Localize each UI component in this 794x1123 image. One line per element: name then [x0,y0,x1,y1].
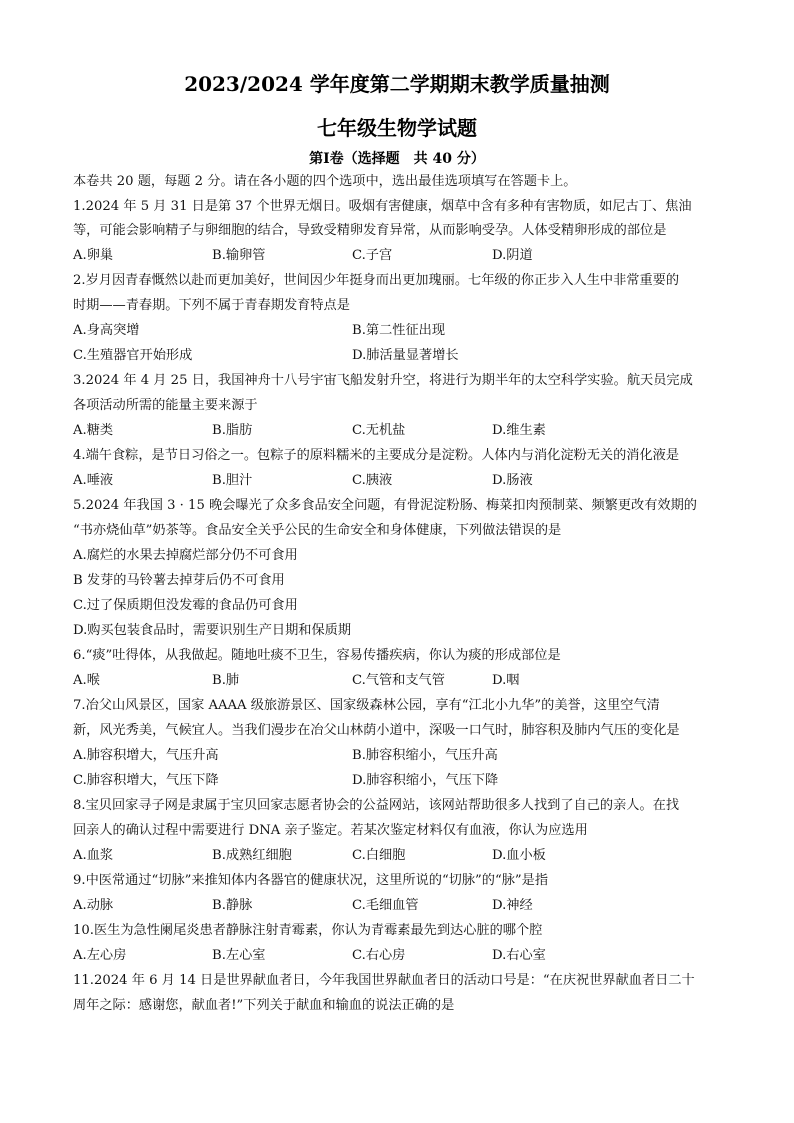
q9-option-b: B.静脉 [212,898,253,913]
q3-option-d: D.维生素 [492,423,546,438]
question-11-line-2: 周年之际：感谢您，献血者!”下列关于献血和输血的说法正确的是 [73,998,455,1013]
question-5-line-1: 5.2024 年我国 3 · 15 晚会曝光了众多食品安全问题，有骨泥淀粉肠、梅菜扣肉预制菜、频繁更改有效期的 [73,498,697,513]
q2-option-b: B.第二性征出现 [352,323,446,338]
q6-option-a: A.喉 [73,673,100,688]
q10-option-a: A.左心房 [73,948,127,963]
question-2-line-2: 时期——青春期。下列不属于青春期发育特点是 [73,298,350,313]
question-9-line-1: 9.中医常通过“切脉”来推知体内各器官的健康状况，这里所说的“切脉”的“脉”是指 [73,873,549,888]
q2-option-a: A.身高突增 [73,323,140,338]
q5-option-d: D.购买包装食品时，需要识别生产日期和保质期 [73,623,352,638]
q9-option-a: A.动脉 [73,898,114,913]
question-10-line-1: 10.医生为急性阑尾炎患者静脉注射青霉素，你认为青霉素最先到达心脏的哪个腔 [73,923,543,938]
q6-option-b: B.肺 [212,673,240,688]
q4-option-c: C.胰液 [352,473,393,488]
q3-option-b: B.脂肪 [212,423,253,438]
q4-option-d: D.肠液 [492,473,533,488]
q6-option-c: C.气管和支气管 [352,673,445,688]
q2-option-c: C.生殖器官开始形成 [73,348,193,363]
question-7-line-2: 新，风光秀美，气候宜人。当我们漫步在冶父山林荫小道中，深吸一口气时，肺容积及肺内气压的变化是 [73,723,680,738]
q5-option-a: A.腐烂的水果去掉腐烂部分仍不可食用 [73,548,298,563]
q8-option-a: A.血浆 [73,848,114,863]
q3-option-c: C.无机盐 [352,423,406,438]
question-1-line-2: 等，可能会影响精子与卵细胞的结合，导致受精卵发育异常，从而影响受孕。人体受精卵形成的部位是 [73,223,667,238]
q8-option-b: B.成熟红细胞 [212,848,292,863]
q8-option-d: D.血小板 [492,848,546,863]
exam-subtitle: 七年级生物学试题 [317,116,477,140]
question-1-line-1: 1.2024 年 5 月 31 日是第 37 个世界无烟日。吸烟有害健康，烟草中含有多种有害物质，如尼古丁、焦油 [73,199,692,214]
q7-option-b: B.肺容积缩小，气压升高 [352,748,498,763]
instructions: 本卷共 20 题，每题 2 分。请在各小题的四个选项中，选出最佳选项填写在答题卡上。 [73,174,577,189]
q2-option-d: D.肺活量显著增长 [352,348,459,363]
question-8-line-1: 8.宝贝回家寻子网是隶属于宝贝回家志愿者协会的公益网站，该网站帮助很多人找到了自己的亲人。在找 [73,798,680,813]
q7-option-a: A.肺容积增大，气压升高 [73,748,219,763]
q1-option-a: A.卵巢 [73,248,114,263]
q3-option-a: A.糖类 [73,423,114,438]
q10-option-d: D.右心室 [492,948,546,963]
q4-option-a: A.唾液 [73,473,114,488]
q5-option-c: C.过了保质期但没发霉的食品仍可食用 [73,598,298,613]
question-4-line-1: 4.端午食粽，是节日习俗之一。包粽子的原料糯米的主要成分是淀粉。人体内与消化淀粉无关的消化液是 [73,448,680,463]
q1-option-b: B.输卵管 [212,248,266,263]
question-6-line-1: 6.“痰”吐得体，从我做起。随地吐痰不卫生，容易传播疾病，你认为痰的形成部位是 [73,648,561,663]
q5-option-b: B 发芽的马铃薯去掉芽后仍不可食用 [73,573,285,588]
question-3-line-1: 3.2024 年 4 月 25 日，我国神舟十八号宇宙飞船发射升空，将进行为期半年的太空科学实验。航天员完成 [73,373,693,388]
section-heading: 第Ⅰ卷（选择题 共 40 分） [309,151,485,167]
q8-option-c: C.白细胞 [352,848,406,863]
question-8-line-2: 回亲人的确认过程中需要进行 DNA 亲子鉴定。若某次鉴定材料仅有血液，你认为应选用 [73,823,588,838]
question-5-line-2: “书亦烧仙草”奶茶等。食品安全关乎公民的生命安全和身体健康，下列做法错误的是 [73,523,562,538]
question-7-line-1: 7.冶父山风景区，国家 AAAA 级旅游景区、国家级森林公园，享有“江北小九华”的美誉，这里空气清 [73,698,660,713]
question-11-line-1: 11.2024 年 6 月 14 日是世界献血者日，今年我国世界献血者日的活动口号是：“在庆祝世界献血者日二十 [73,973,695,988]
q7-option-d: D.肺容积缩小，气压下降 [352,773,499,788]
q7-option-c: C.肺容积增大，气压下降 [73,773,219,788]
q6-option-d: D.咽 [492,673,520,688]
question-3-line-2: 各项活动所需的能量主要来源于 [73,398,258,413]
q10-option-b: B.左心室 [212,948,266,963]
q4-option-b: B.胆汁 [212,473,253,488]
question-2-line-1: 2.岁月因青春慨然以赴而更加美好，世间因少年挺身而出更加瑰丽。七年级的你正步入人生中非常重要的 [73,273,680,288]
q9-option-c: C.毛细血管 [352,898,419,913]
exam-title: 2023/2024 学年度第二学期期末教学质量抽测 [184,72,610,96]
q9-option-d: D.神经 [492,898,533,913]
q10-option-c: C.右心房 [352,948,406,963]
q1-option-c: C.子宫 [352,248,393,263]
q1-option-d: D.阴道 [492,248,533,263]
